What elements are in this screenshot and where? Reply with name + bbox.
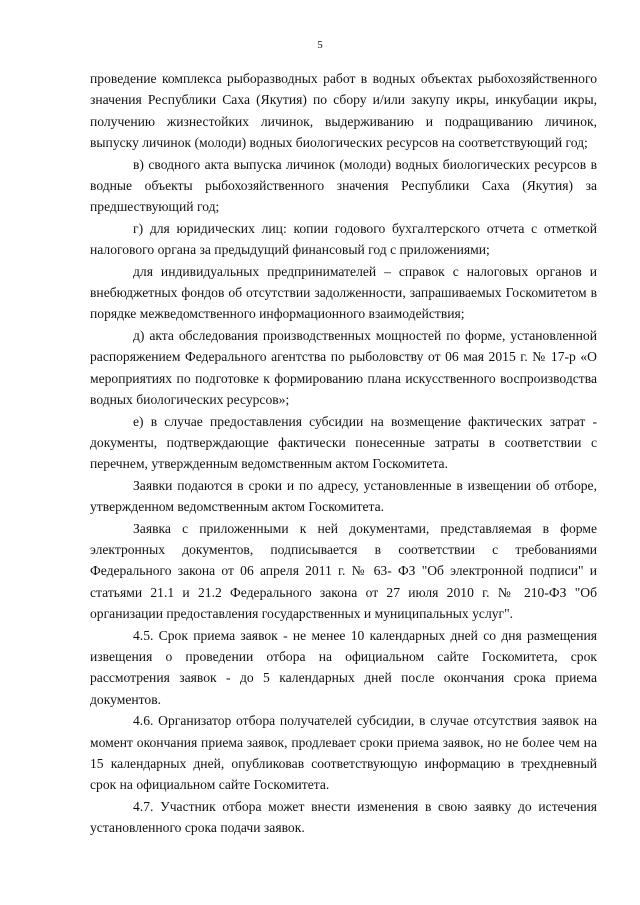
paragraph-electronic-documents: Заявка с приложенными к ней документами, представляемая в форме электронных документов, подписывается в соответствии с требованиями Федерального закона от 06 апреля 2011 г. № 63- ФЗ "Об электронной подписи" и статьями 21.1 и 21.2 Федерального закона от 27 июля 2010 г. № 210-ФЗ "Об организации предоставления государственных и муниципальных услуг".	[90, 520, 597, 622]
paragraph-item-v: в) сводного акта выпуска личинок (молоди) водных биологических ресурсов в водные объекты рыбохозяйственного значения Республики Саха (Якутия) за предшествующий год;	[90, 156, 597, 215]
paragraph-individual-entrepreneurs: для индивидуальных предпринимателей – справок с налоговых органов и внебюджетных фондов об отсутствии задолженности, запрашиваемых Госкомитетом в порядке межведомственного информационного взаимодействия;	[90, 263, 597, 322]
paragraph-item-d: д) акта обследования производственных мощностей по форме, установленной распоряжением Федерального агентства по рыболовству от 06 мая 2015 г. № 17-р «О мероприятиях по подготовке к формированию плана искусственного воспроизводства водных биологических ресурсов»;	[90, 327, 597, 408]
paragraph-4-7: 4.7. Участник отбора может внести изменения в свою заявку до истечения установленного срока подачи заявок.	[90, 798, 597, 836]
document-body	[90, 68, 597, 839]
paragraph-item-e: е) в случае предоставления субсидии на возмещение фактических затрат - документы, подтверждающие фактически понесенные затраты в соответствии с перечнем, утвержденным ведомственным актом Госкомитета.	[90, 413, 597, 472]
paragraph-item-g: г) для юридических лиц: копии годового бухгалтерского отчета с отметкой налогового органа за предыдущий финансовый год с приложениями;	[90, 220, 597, 258]
page-number: 5	[317, 39, 323, 51]
paragraph-4-6: 4.6. Организатор отбора получателей субсидии, в случае отсутствия заявок на момент окончания приема заявок, продлевает сроки приема заявок, но не более чем на 15 календарных дней, опубликовав соответствующую информацию в трехдневный срок на официальном сайте Госкомитета.	[90, 713, 597, 793]
paragraph-continuation: проведение комплекса рыборазводных работ в водных объектах рыбохозяйственного значения Республики Саха (Якутия) по сбору и/или закупу икры, инкубации икры, получению жизнестойких личинок, выдерживанию и подращиванию личинок, выпуску личинок (молоди) водных биологических ресурсов на соответствующий год;	[90, 71, 597, 151]
paragraph-application-deadlines: Заявки подаются в сроки и по адресу, установленные в извещении об отборе, утвержденном ведомственным актом Госкомитета.	[90, 477, 597, 515]
paragraph-4-5: 4.5. Срок приема заявок - не менее 10 календарных дней со дня размещения извещения о проведении отбора на официальном сайте Госкомитета, срок рассмотрения заявок - до 5 календарных дней после окончания срока приема документов.	[90, 627, 597, 707]
